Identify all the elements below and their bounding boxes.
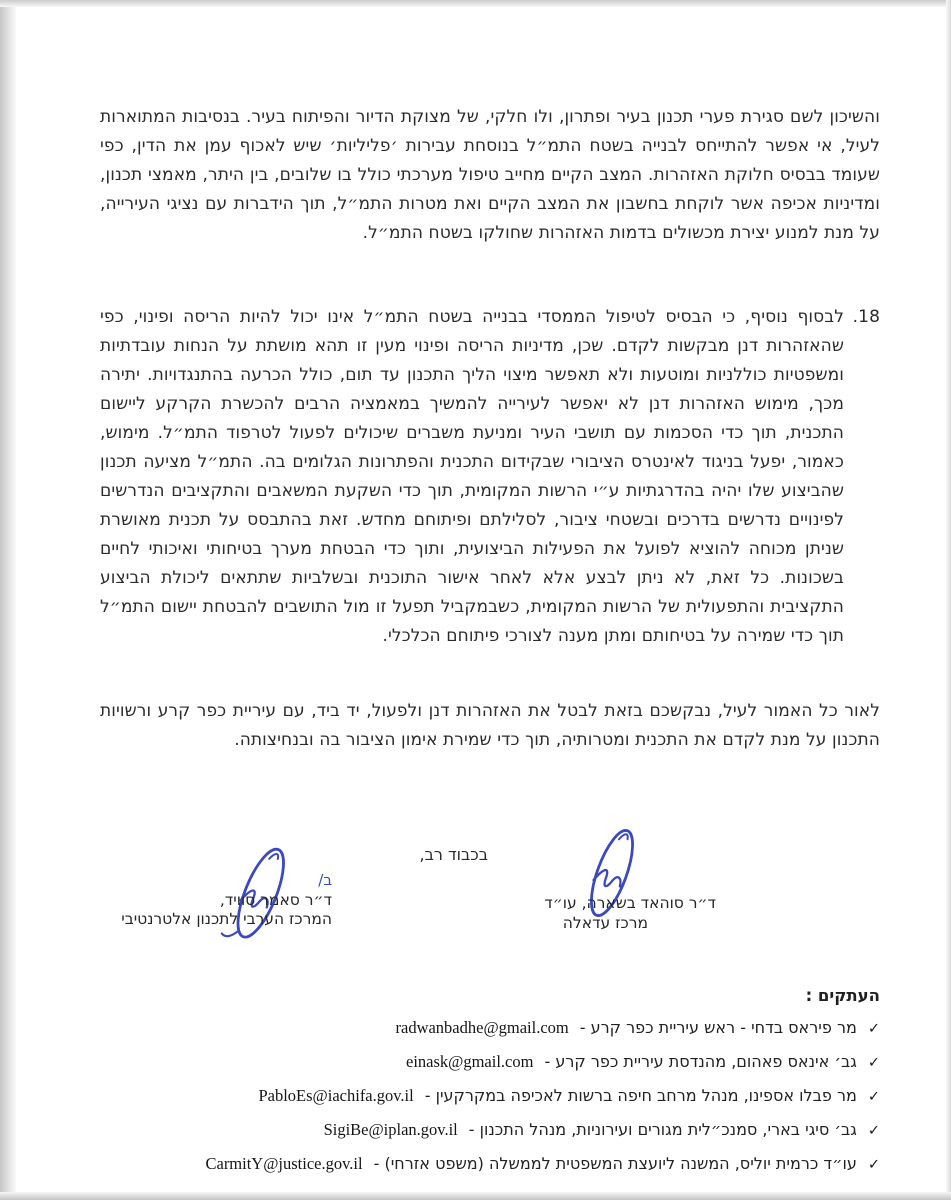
body-paragraph-18	[100, 303, 880, 651]
copy-recipient-email: CarmitY@justice.gov.il	[205, 1154, 363, 1173]
check-icon: ✓	[867, 1123, 880, 1139]
copy-recipient-title: מר פיראס בדחי - ראש עיריית כפר קרע -	[579, 1018, 857, 1037]
copy-recipient-email: SigiBe@iplan.gov.il	[323, 1120, 458, 1139]
signatory-name-left: ד״ר סאמר סוויד,	[219, 890, 332, 909]
copy-recipient-row	[205, 1018, 880, 1039]
copy-recipient-row	[205, 1086, 880, 1107]
signature-block-left	[121, 871, 332, 930]
signatory-org-left: המרכז הערבי לתכנון אלטרנטיבי	[121, 910, 332, 928]
signatory-org-right: מרכז עדאלה	[562, 913, 648, 932]
closing-paragraph: לאור כל האמור לעיל, נבקשכם בזאת לבטל את האזהרות דנן ולפעול, יד ביד, עם עיריית כפר קרע ורשויות התכנון על מנת לקדם את התכנית ומטרותיה, תוך כדי שמירת אימון הציבור בה ובנחיצותה.	[100, 701, 880, 750]
signatory-name-right: ד״ר סוהאד בשארה, עו״ד	[544, 894, 716, 912]
body-paragraph-continuation: והשיכון לשם סגירת פערי תכנון בעיר ופתרון, ולו חלקי, של מצוקת הדיור והפיתוח בעיר. בנסיבות המתוארות לעיל, אי אפשר להתייחס לבנייה בשטח התמ״ל בנוסחת עבירות ׳פליליות׳ שיש לאכוף עמן את הדין, כפי שעומד בבסיס חלוקת האזהרות. המצב הקיים מחייב טיפול מערכתי כולל בו שלובים, בין היתר, מאמצי תכנון, ומדיניות אכיפה אשר לוקחת בחשבון את המצב הקיים ואת מטרות התמ״ל, תוך הידברות עם נציגי העירייה, על מנת למנוע יצירת מכשולים בדמות האזהרות שחולקו בשטח התמ״ל.	[100, 107, 880, 243]
copies-section	[205, 986, 880, 1188]
copy-recipient-email: PabloEs@iachifa.gov.il	[258, 1086, 414, 1105]
check-icon: ✓	[867, 1021, 880, 1037]
check-icon: ✓	[867, 1089, 880, 1105]
paragraph-18-text: לבסוף נוסיף, כי הבסיס לטיפול הממסדי בבנייה בשטח התמ״ל אינו יכול להיות הריסה ופינוי, כפי שהאזהרות דנן מבקשות לקדם. שכן, מדיניות הריסה ופינוי מעין זו תהא מושתת על הנחות עובדתיות ומשפטיות כוללניות ומוטעות ולא תאפשר מיצוי הליך התכנון עד תום, כולל הכרעה בהתנגדויות. יתירה מכך, מימוש האזהרות דנן לא יאפשר לעירייה להמשיך במאמציה הרבים להכשרת הקרקע ליישום התכנית, תוך כדי הסכמות עם תושבי העיר ומניעת משברים שיכולים לפעול לטרפוד התמ״ל. מימוש, כאמור, יפעל בניגוד לאינטרס הציבורי שבקידום התכנית והפתרונות הגלומים בה. התמ״ל מציעה תכנון שהביצוע שלו יהיה בהדרגתיות ע״י הרשות המקומית, תוך כדי השקעת המשאבים והתקציבים הנדרשים לפינויים נדרשים בדרכים ובשטחי ציבור, לסלילתם ופיתוחם מחדש. זאת בהתבסס על תכנית מאושרת שניתן מכוחה להוציא לפועל את הפעילות הביצועית, ותוך כדי הבטחת מערך בטיחותי ואיכותי לחיים בשכונות. כל זאת, לא ניתן לבצע אלא לאחר אישור התוכנית ובשלביות שתתאים ליכולת הביצוע התקציבית והתפעולית של הרשות המקומית, כשבמקביל תפעל זו מול התושבים להבטחת יישום התמ״ל תוך כדי שמירה על בטיחותם ומתן מענה לצורכי פיתוחם הכלכלי.	[100, 307, 844, 646]
copy-recipient-row	[205, 1120, 880, 1141]
copy-recipient-title: עו״ד כרמית יוליס, המשנה ליועצת המשפטית לממשלה (משפט אזרחי) -	[373, 1154, 857, 1173]
salutation: בכבוד רב,	[419, 845, 488, 864]
copy-recipient-email: einask@gmail.com	[406, 1052, 534, 1071]
signed-by-prefix: ב/	[318, 871, 332, 889]
page-edge-bottom	[0, 1192, 951, 1200]
copy-recipient-title: גב׳ אינאס פאהום, מהנדסת עיריית כפר קרע -	[544, 1052, 857, 1071]
page-edge-right	[946, 0, 951, 1200]
page-edge-left	[0, 0, 16, 1200]
check-icon: ✓	[867, 1157, 880, 1173]
copy-recipient-email: radwanbadhe@gmail.com	[395, 1018, 569, 1037]
copy-recipient-row	[205, 1154, 880, 1175]
copy-recipient-title: מר פבלו אספינו, מנהל מרחב חיפה ברשות לאכיפה במקרקעין -	[424, 1086, 857, 1105]
list-number-18: 18.	[852, 307, 880, 327]
copy-recipient-row	[205, 1052, 880, 1073]
page-edge-top	[0, 0, 951, 7]
check-icon: ✓	[867, 1055, 880, 1071]
copy-recipient-title: גב׳ סיגי בארי, סמנכ״לית מגורים ועירוניות, מנהל התכנון -	[468, 1120, 857, 1139]
copies-heading: העתקים :	[805, 986, 880, 1005]
signature-block-right	[544, 894, 716, 933]
